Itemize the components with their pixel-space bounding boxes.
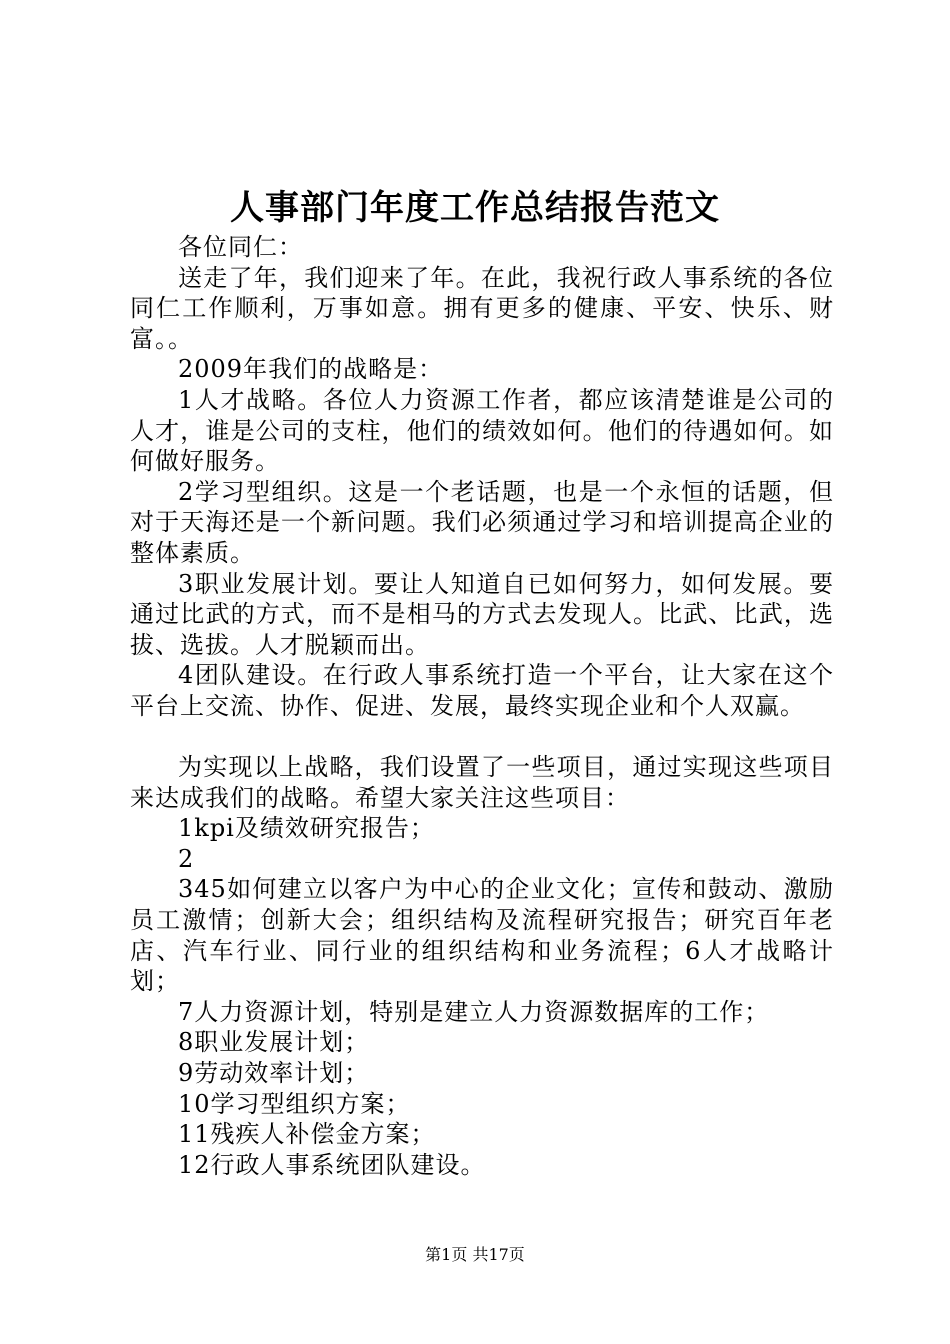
projects-intro: 为实现以上战略，我们设置了一些项目，通过实现这些项目来达成我们的战略。希望大家关注这些项目：: [130, 753, 834, 812]
project-item-3-6: 345如何建立以客户为中心的企业文化；宣传和鼓动、激励员工激情；创新大会；组织结构及流程研究报告；研究百年老店、汽车行业、同行业的组织结构和业务流程；6人才战略计划；: [130, 875, 834, 996]
project-item-7: 7人力资源计划，特别是建立人力资源数据库的工作；: [178, 997, 770, 1026]
document-title: 人事部门年度工作总结报告范文: [230, 188, 720, 228]
strategy-item-3: 3职业发展计划。要让人知道自已如何努力，如何发展。要通过比武的方式，而不是相马的方式去发现人。比武、比武，选拔、选拔。人才脱颖而出。: [130, 569, 834, 659]
greeting-paragraph: 送走了年，我们迎来了年。在此，我祝行政人事系统的各位同仁工作顺利，万事如意。拥有更多的健康、平安、快乐、财富。。: [130, 263, 834, 353]
project-item-2: 2: [178, 844, 195, 873]
strategy-item-2: 2学习型组织。这是一个老话题，也是一个永恒的话题，但对于天海还是一个新问题。我们必须通过学习和培训提高企业的整体素质。: [130, 477, 834, 567]
strategy-item-1: 1人才战略。各位人力资源工作者，都应该清楚谁是公司的人才，谁是公司的支柱，他们的绩效如何。他们的待遇如何。如何做好服务。: [130, 385, 834, 476]
paragraph-spacer: [130, 722, 834, 753]
project-item-1: 1kpi及绩效研究报告；: [178, 814, 435, 843]
document-body: [130, 232, 834, 1180]
project-item-8: 8职业发展计划；: [178, 1028, 370, 1057]
project-item-12: 12行政人事系统团队建设。: [178, 1150, 486, 1179]
project-item-9: 9劳动效率计划；: [178, 1059, 370, 1088]
project-item-10: 10学习型组织方案；: [178, 1089, 411, 1118]
page-number-footer: 第1页 共17页: [425, 1245, 525, 1264]
salutation: 各位同仁：: [178, 233, 303, 261]
strategy-item-4: 4团队建设。在行政人事系统打造一个平台，让大家在这个平台上交流、协作、促进、发展，最终实现企业和个人双赢。: [130, 661, 834, 720]
project-item-11: 11残疾人补偿金方案；: [178, 1120, 436, 1149]
strategy-heading: 2009年我们的战略是：: [178, 355, 444, 384]
